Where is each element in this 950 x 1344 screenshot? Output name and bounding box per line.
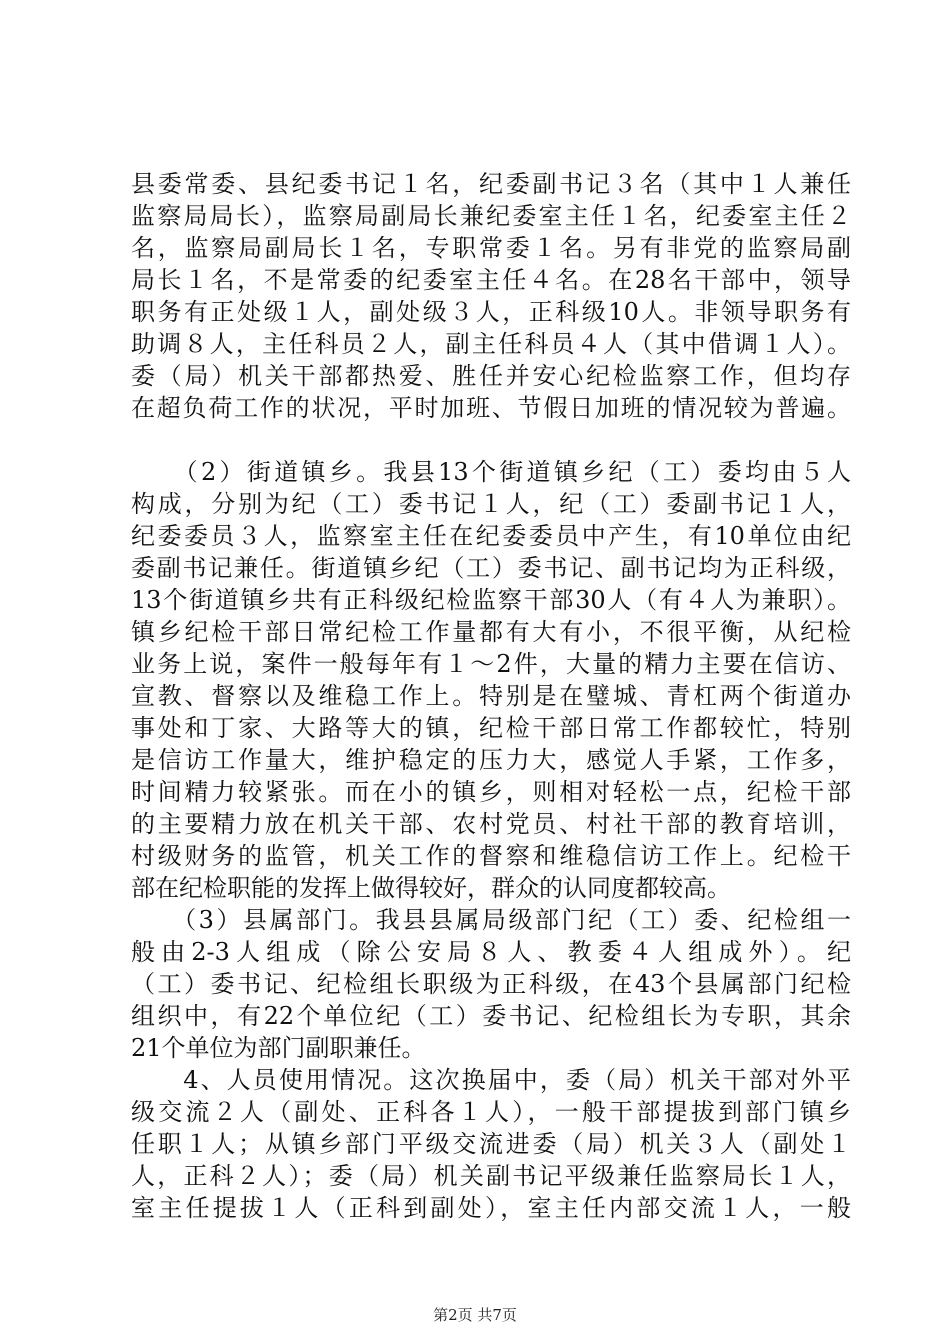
- text-line: 部在纪检职能的发挥上做得较好，群众的认同度都较高。: [131, 874, 731, 902]
- text-line: 构成，分别为纪（工）委书记１人，纪（工）委副书记１人，: [131, 490, 851, 518]
- text-line: （工）委书记、纪检组长职级为正科级，在43个县属部门纪检: [131, 970, 851, 998]
- text-line: 村级财务的监管，机关工作的督察和维稳信访工作上。纪检干: [131, 842, 851, 870]
- text-line: 委（局）机关干部都热爱、胜任并安心纪检监察工作，但均存: [131, 362, 851, 390]
- text-line: 县委常委、县纪委书记１名，纪委副书记３名（其中１人兼任: [131, 170, 851, 198]
- text-line: 级交流２人（副处、正科各１人），一般干部提拔到部门镇乡: [131, 1098, 851, 1126]
- text-line: 时间精力较紧张。而在小的镇乡，则相对轻松一点，纪检干部: [131, 778, 851, 806]
- text-line: 4、人员使用情况。这次换届中，委（局）机关干部对外平: [131, 1066, 851, 1094]
- text-line: 任职１人；从镇乡部门平级交流进委（局）机关３人（副处１: [131, 1130, 851, 1158]
- text-line: 般由2-3人组成（除公安局８人、教委４人组成外）。纪: [131, 938, 851, 966]
- text-line: 名，监察局副局长１名，专职常委１名。另有非党的监察局副: [131, 234, 851, 262]
- text-line: 委副书记兼任。街道镇乡纪（工）委书记、副书记均为正科级，: [131, 554, 851, 582]
- paragraph-county-departments: [131, 904, 851, 1064]
- paragraph-street-towns: [131, 456, 851, 904]
- paragraph-personnel-usage: [131, 1064, 851, 1224]
- text-line: 宣教、督察以及维稳工作上。特别是在璧城、青杠两个街道办: [131, 682, 851, 710]
- text-line: 事处和丁家、大路等大的镇，纪检干部日常工作都较忙，特别: [131, 714, 851, 742]
- text-line: 助调８人，主任科员２人，副主任科员４人（其中借调１人）。: [131, 330, 851, 358]
- text-line: 21个单位为部门副职兼任。: [131, 1034, 426, 1062]
- text-line: 13个街道镇乡共有正科级纪检监察干部30人（有４人为兼职）。: [131, 586, 851, 614]
- text-line: 的主要精力放在机关干部、农村党员、村社干部的教育培训，: [131, 810, 851, 838]
- text-line: 职务有正处级１人，副处级３人，正科级10人。非领导职务有: [131, 298, 851, 326]
- page-number: 第2页 共7页: [433, 1306, 517, 1324]
- paragraph-county-commission: [131, 168, 851, 424]
- text-line: 监察局局长），监察局副局长兼纪委室主任１名，纪委室主任２: [131, 202, 851, 230]
- text-line: 室主任提拔１人（正科到副处），室主任内部交流１人，一般: [131, 1194, 851, 1222]
- text-line: （2）街道镇乡。我县13个街道镇乡纪（工）委均由５人: [131, 458, 851, 486]
- paragraph-spacer: [131, 424, 851, 456]
- text-line: 是信访工作量大，维护稳定的压力大，感觉人手紧，工作多，: [131, 746, 851, 774]
- text-line: 局长１名，不是常委的纪委室主任４名。在28名干部中，领导: [131, 266, 851, 294]
- text-line: 人，正科２人）；委（局）机关副书记平级兼任监察局长１人，: [131, 1162, 851, 1190]
- text-line: 镇乡纪检干部日常纪检工作量都有大有小，不很平衡，从纪检: [131, 618, 851, 646]
- text-line: 纪委委员３人，监察室主任在纪委委员中产生，有10单位由纪: [131, 522, 851, 550]
- text-line: 组织中，有22个单位纪（工）委书记、纪检组长为专职，其余: [131, 1002, 851, 1030]
- page-footer: [0, 1305, 950, 1325]
- document-body: [131, 168, 851, 1224]
- text-line: 在超负荷工作的状况，平时加班、节假日加班的情况较为普遍。: [131, 394, 851, 422]
- text-line: （3）县属部门。我县县属局级部门纪（工）委、纪检组一: [131, 906, 851, 934]
- text-line: 业务上说，案件一般每年有１～2件，大量的精力主要在信访、: [131, 650, 851, 678]
